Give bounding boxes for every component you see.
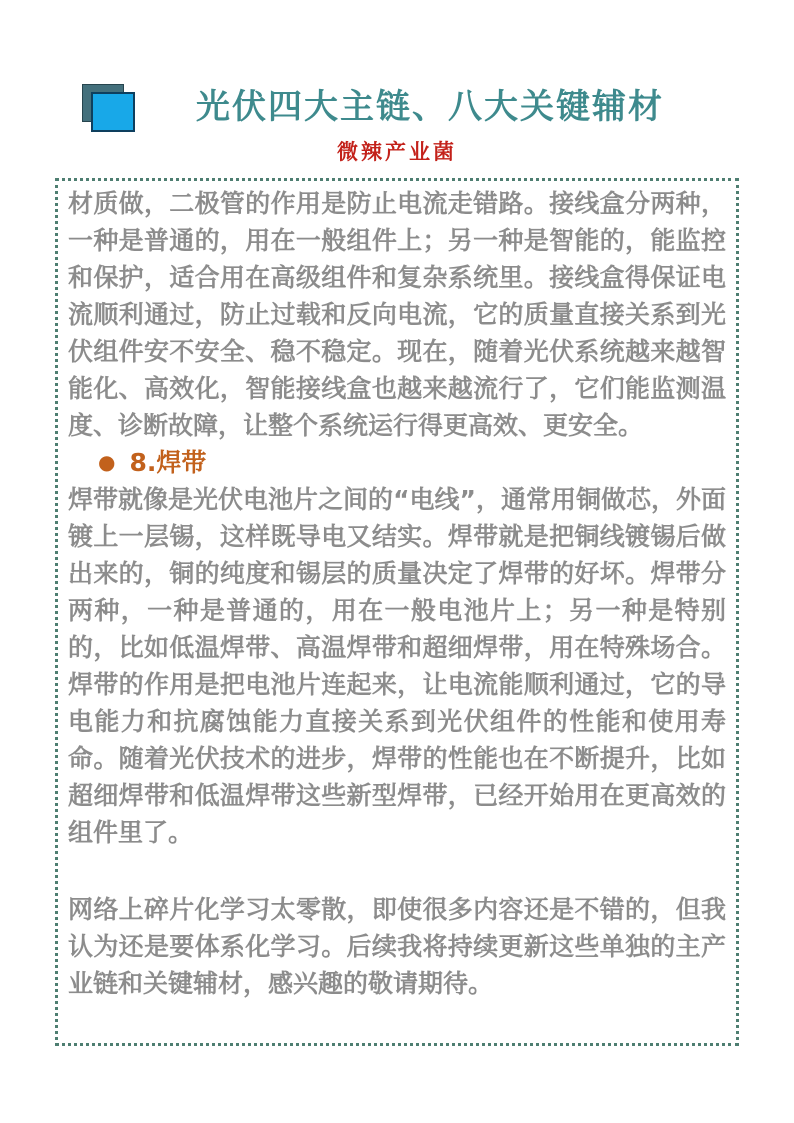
page-subtitle: 微辣产业菌 (337, 139, 457, 164)
bullet-icon: ● (98, 450, 116, 474)
section-heading-ribbon (98, 444, 726, 481)
paragraph-junction-box: 材质做，二极管的作用是防止电流走错路。接线盒分两种，一种是普通的，用在一般组件上；另一种是智能的，能监控和保护，适合用在高级组件和复杂系统里。接线盒得保证电流顺利通过，防止过载和反向电流，它的质量直接关系到光伏组件安不安全、稳不稳定。现在，随着光伏系统越来越智能化、高效化，智能接线盒也越来越流行了，它们能监测温度、诊断故障，让整个系统运行得更高效、更安全。 (68, 189, 726, 440)
content-box (55, 178, 739, 1046)
overlapping-squares-logo-icon (82, 84, 138, 136)
paragraph-closing: 网络上碎片化学习太零散，即使很多内容还是不错的，但我认为还是要体系化学习。后续我将持续更新这些单独的主产业链和关键辅材，感兴趣的敬请期待。 (68, 895, 726, 998)
section-heading-label: 8.焊带 (129, 448, 207, 477)
paragraph-ribbon: 焊带就像是光伏电池片之间的“电线”，通常用铜做芯，外面镀上一层锡，这样既导电又结实。焊带就是把铜线镀锡后做出来的，铜的纯度和锡层的质量决定了焊带的好坏。焊带分两种，一种是普通的，用在一般电池片上；另一种是特别的，比如低温焊带、高温焊带和超细焊带，用在特殊场合。焊带的作用是把电池片连起来，让电流能顺利通过，它的导电能力和抗腐蚀能力直接关系到光伏组件的性能和使用寿命。随着光伏技术的进步，焊带的性能也在不断提升，比如超细焊带和低温焊带这些新型焊带，已经开始用在更高效的组件里了。 (68, 485, 726, 847)
page-title: 光伏四大主链、八大关键辅材 (196, 87, 664, 127)
logo-front-square (91, 92, 135, 132)
